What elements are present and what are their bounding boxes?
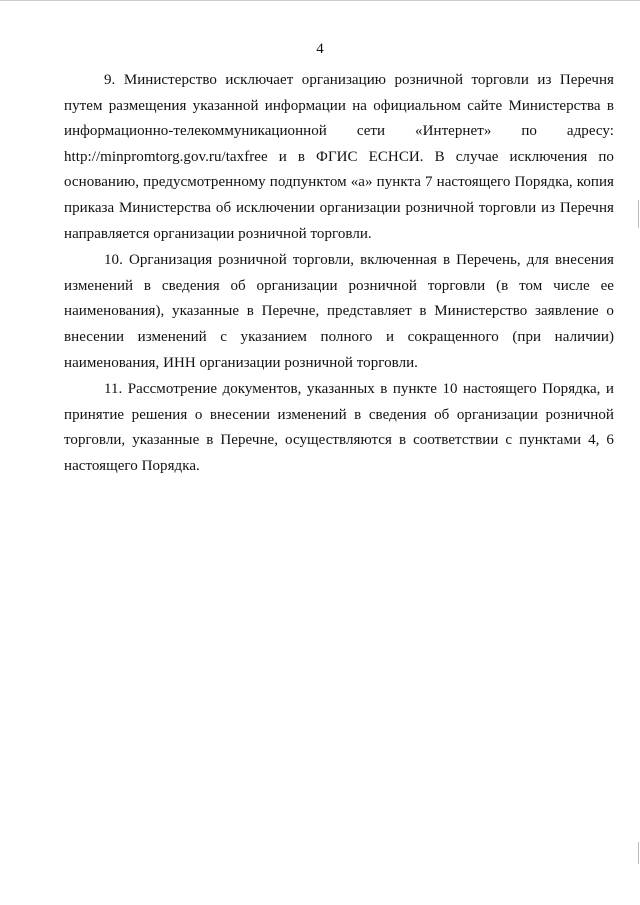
scan-edge-mark xyxy=(638,842,639,864)
scan-top-edge xyxy=(0,0,640,1)
document-body xyxy=(64,68,614,480)
scan-edge-mark xyxy=(638,200,639,228)
paragraph-9: 9. Министерство исключает организацию розничной торговли из Перечня путем размещения указанной информации на официальном сайте Министерства в информационно-телекоммуникационной сети «Интернет» по адресу: http://minpromtorg.gov.ru/taxfree и в ФГИС ЕСНСИ. В случае исключения по основанию, предусмотренному подпунктом «а» пункта 7 настоящего Порядка, копия приказа Министерства об исключении организации розничной торговли из Перечня направляется организации розничной торговли. xyxy=(64,72,614,242)
paragraph-11: 11. Рассмотрение документов, указанных в пункте 10 настоящего Порядка, и принятие решения о внесении изменений в сведения об организации розничной торговли, указанные в Перечне, осуществляются в соответствии с пунктами 4, 6 настоящего Порядка. xyxy=(64,381,614,474)
paragraph-10: 10. Организация розничной торговли, включенная в Перечень, для внесения изменений в сведения об организации розничной торговли (в том числе ее наименования), указанные в Перечне, представляет в Министерство заявление о внесении изменений с указанием полного и сокращенного (при наличии) наименования, ИНН организации розничной торговли. xyxy=(64,252,614,371)
page-number: 4 xyxy=(316,41,324,57)
